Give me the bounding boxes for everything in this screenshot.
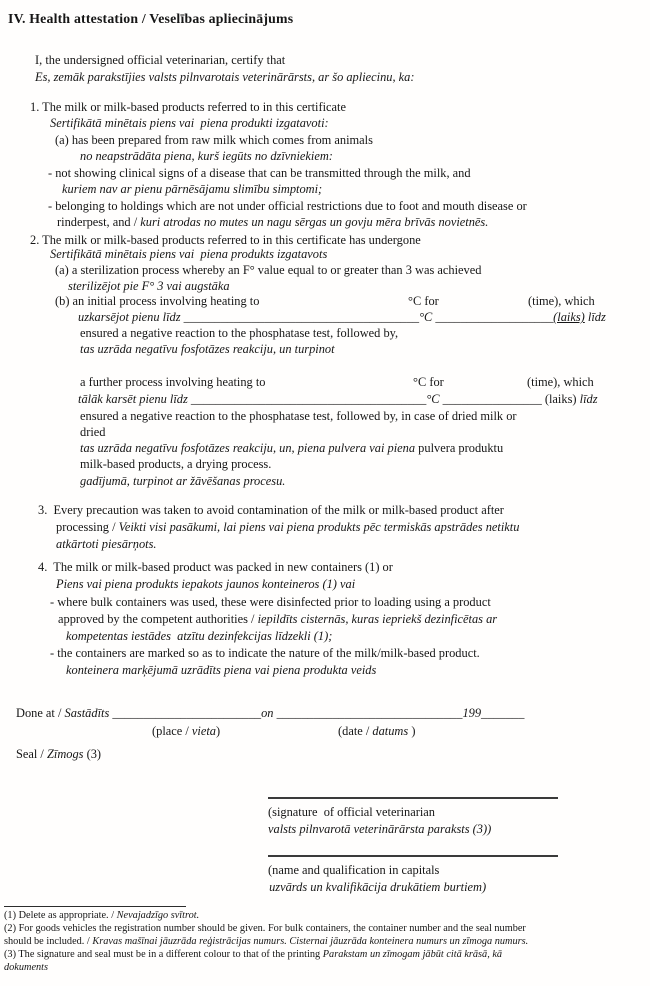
text-segment: (3) <box>83 747 102 761</box>
blank-field: ________________________ <box>112 706 262 720</box>
text-segment: approved by the competent authorities / <box>58 612 258 626</box>
signature-caption-en <box>268 805 435 819</box>
text-segment: (b) an initial process involving heating to <box>55 294 260 308</box>
heating-initial-row-lv <box>78 310 606 324</box>
heating-further-row-en <box>80 375 594 389</box>
signature-caption-lv <box>268 822 491 836</box>
text-segment: Es, zemāk parakstījies valsts pilnvarotais veterinārārsts, ar šo apliecinu, ka: <box>35 70 415 84</box>
text-segment: IV. Health attestation / Veselības apliecinājums <box>8 11 294 26</box>
section4-dash1-en <box>50 595 491 609</box>
section4-en <box>38 560 393 574</box>
drying-lv <box>80 474 285 488</box>
text-segment: ) <box>408 724 416 738</box>
text-segment: līdz <box>579 392 598 406</box>
intro-lv <box>35 70 415 84</box>
text-segment: tālāk karsēt pienu līdz <box>78 392 191 406</box>
section4-dash1-lv <box>66 629 332 643</box>
text-segment: a further process involving heating to <box>80 375 266 389</box>
text-segment: - belonging to holdings which are not under official restrictions due to foot and mouth disease or <box>48 199 527 213</box>
text-segment: Piens vai piena produkts iepakots jaunos konteineros (1) vai <box>56 577 356 591</box>
blank-field: ________________ <box>442 392 542 406</box>
section3-mixed <box>56 520 519 534</box>
text-segment: no neapstrādāta piena, kurš iegūts no dzīvniekiem: <box>80 149 333 163</box>
heating-further-row-lv <box>78 392 598 406</box>
text-segment: Zīmogs <box>46 747 84 761</box>
text-segment: - where bulk containers was used, these were disinfected prior to loading using a product <box>50 595 491 609</box>
section2a-lv <box>68 279 230 293</box>
text-segment: Sertifikātā minētais piens vai piena produkts izgatavots <box>50 247 328 261</box>
text-segment: iepildīts cisternās, kuras iepriekš dezinficētas ar <box>257 612 498 626</box>
text-segment: (a) has been prepared from raw milk which comes from animals <box>55 133 373 147</box>
section3-en <box>38 503 504 517</box>
text-segment: tas uzrāda negatīvu fosfotāzes reakciju, un, piena pulvera vai piena <box>80 441 419 455</box>
text-segment: Seal / <box>16 747 47 761</box>
text-segment: tas uzrāda negatīvu fosfotāzes reakciju, un turpinot <box>80 342 335 356</box>
signature-line-1 <box>268 797 558 799</box>
text-segment: (signature of official veterinarian <box>268 805 435 819</box>
section1-heading-lv <box>50 116 329 130</box>
phosphatase2-lv <box>80 441 503 455</box>
text-segment: - the containers are marked so as to indicate the nature of the milk/milk-based product. <box>50 646 480 660</box>
text-segment: rinderpest, and / <box>57 215 141 229</box>
text-segment: dokuments <box>4 962 49 973</box>
text-segment: (date / <box>338 724 373 738</box>
place-caption <box>152 724 220 738</box>
blank-field: ______________________________________ <box>190 392 427 406</box>
footnote-3-cont <box>4 962 48 974</box>
year-prefix: 199 <box>462 706 482 720</box>
section1-dash2-en <box>48 199 527 213</box>
text-segment: Parakstam un zīmogam jābūt citā krāsā, kā <box>322 949 503 960</box>
section4-dash2-en <box>50 646 480 660</box>
text-segment: Veikti visi pasākumi, lai piens vai piena produkts pēc termiskās apstrādes netiktu <box>118 520 520 534</box>
footnote-3 <box>4 949 502 961</box>
doc-title <box>8 12 293 26</box>
date-caption <box>338 724 415 738</box>
text-segment: atkārtoti piesārņots. <box>56 537 157 551</box>
text-segment: līdz <box>584 310 606 324</box>
section4-dash1-mixed <box>58 612 497 626</box>
section1-dash1-en <box>48 166 471 180</box>
text-segment: uzvārds un kvalifikācija drukātiem burtiem) <box>266 880 487 894</box>
text-segment: processing / <box>56 520 119 534</box>
blank-field: _______ <box>481 706 525 720</box>
heating-initial-row-en <box>55 294 595 308</box>
section3-lv <box>56 537 157 551</box>
blank-field: ______________________________________ <box>183 310 420 324</box>
time-label: (time), which <box>527 375 594 389</box>
text-segment: ensured a negative reaction to the phosphatase test, followed by, <box>80 326 399 340</box>
section1-dash1-lv <box>62 182 322 196</box>
laiks-label: (laiks) <box>553 310 585 324</box>
text-segment: kompetentas iestādes atzītu dezinfekcijas līdzekli (1); <box>66 629 333 643</box>
text-segment: dried <box>80 425 106 439</box>
text-segment: Done at / <box>16 706 65 720</box>
text-segment: pulvera produktu <box>418 441 504 455</box>
section2a-en <box>55 263 481 277</box>
phosphatase-en <box>80 326 398 340</box>
section1a-lv <box>80 149 333 163</box>
laiks-label: (laiks) <box>541 392 580 406</box>
celsius-label: °C for <box>408 294 439 308</box>
text-segment: Kravas mašīnai jāuzrāda reģistrācijas numurs. Cisternai jāuzrāda konteinera numurs un zīmoga numurs. <box>92 936 529 947</box>
text-segment: Sertifikātā minētais piens vai piena produkti izgatavoti: <box>50 116 329 130</box>
celsius-label: °C for <box>413 375 444 389</box>
text-segment: (name and qualification in capitals <box>268 863 440 877</box>
phosphatase2-en2 <box>80 425 105 439</box>
celsius-label: °C <box>426 392 443 406</box>
text-segment: datums <box>372 724 409 738</box>
text-segment: - not showing clinical signs of a disease that can be transmitted through the milk, and <box>48 166 471 180</box>
text-segment: 2. The milk or milk-based products referred to in this certificate has undergone <box>30 233 421 247</box>
text-segment: gadījumā, turpinot ar žāvēšanas procesu. <box>80 474 286 488</box>
section2-heading-en <box>30 233 421 247</box>
text-segment: ensured a negative reaction to the phosphatase test, followed by, in case of dried milk or <box>80 409 517 423</box>
footnote-separator-line <box>4 906 186 907</box>
text-segment: should be included. / <box>4 936 93 947</box>
footnote-2 <box>4 923 526 935</box>
text-segment: ) <box>216 724 221 738</box>
text-segment: (3) The signature and seal must be in a different colour to that of the printing <box>4 949 323 960</box>
text-segment: vieta <box>191 724 216 738</box>
phosphatase2-en <box>80 409 517 423</box>
text-segment: kuriem nav ar pienu pārnēsājamu slimību simptomi; <box>62 182 323 196</box>
section4-lv <box>56 577 355 591</box>
text-segment: uzkarsējot pienu līdz <box>78 310 184 324</box>
celsius-label: °C <box>419 310 436 324</box>
text-segment: kuri atrodas no mutes un nagu sērgas un govju mēra brīvās novietnēs. <box>140 215 489 229</box>
drying-en <box>80 457 271 471</box>
text-segment: 1. The milk or milk-based products referred to in this certificate <box>30 100 346 114</box>
section1a-en <box>55 133 373 147</box>
footnote-1 <box>4 910 199 922</box>
text-segment: (2) For goods vehicles the registration number should be given. For bulk containers, the container number and the seal number <box>4 923 526 934</box>
section1-dash2-cont <box>57 215 488 229</box>
section4-dash2-lv <box>66 663 376 677</box>
name-caption-en <box>268 863 439 877</box>
phosphatase-lv <box>80 342 335 356</box>
done-at-row <box>16 706 524 720</box>
blank-field: ______________________________ <box>276 706 463 720</box>
section1-heading-en <box>30 100 346 114</box>
text-segment: milk-based products, a drying process. <box>80 457 272 471</box>
footnote-2-cont <box>4 936 528 948</box>
text-segment: 3. Every precaution was taken to avoid contamination of the milk or milk-based product after <box>38 503 504 517</box>
intro-en <box>35 53 285 67</box>
text-segment: (place / <box>152 724 192 738</box>
text-segment: konteinera marķējumā uzrādīts piena vai piena produkta veids <box>66 663 377 677</box>
text-segment: Nevajadzīgo svītrot. <box>116 910 200 921</box>
signature-line-2 <box>268 855 558 857</box>
text-segment: (a) a sterilization process whereby an F° value equal to or greater than 3 was achieved <box>55 263 482 277</box>
text-segment: Sastādīts <box>64 706 113 720</box>
section2-heading-lv <box>50 247 327 261</box>
time-label: (time), which <box>528 294 595 308</box>
blank-field: ___________________ <box>435 310 554 324</box>
text-segment: on <box>261 706 277 720</box>
text-segment: valsts pilnvarotā veterinārārsta paraksts (3)) <box>268 822 492 836</box>
seal-row <box>16 747 101 761</box>
text-segment: (1) Delete as appropriate. / <box>4 910 117 921</box>
text-segment: 4. The milk or milk-based product was packed in new containers (1) or <box>38 560 393 574</box>
text-segment: I, the undersigned official veterinarian, certify that <box>35 53 286 67</box>
name-caption-lv <box>266 880 486 894</box>
text-segment: sterilizējot pie F° 3 vai augstāka <box>68 279 230 293</box>
